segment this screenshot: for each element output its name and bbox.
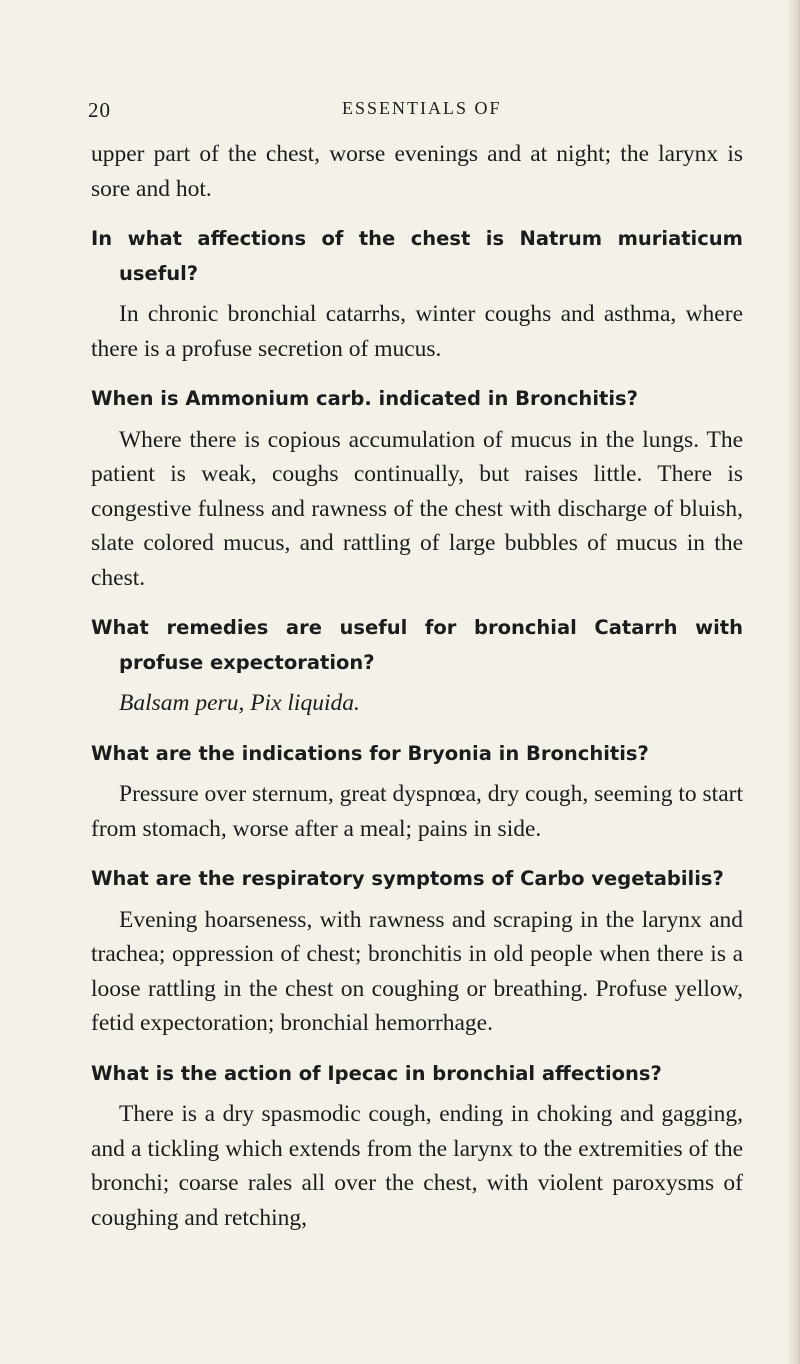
page-number: 20 <box>88 98 111 122</box>
page-body <box>91 137 743 1243</box>
question-carbo-vegetabilis: What are the respiratory symptoms of Carbo vegetabilis? <box>91 867 724 890</box>
question-bronchial-catarrh: What remedies are useful for bronchial Catarrh with profuse expectoration? <box>91 616 743 674</box>
question-ammonium-carb: When is Ammonium carb. indicated in Bronchitis? <box>91 387 638 410</box>
answer-bronchial-catarrh: Balsam peru, Pix liquida. <box>119 690 360 716</box>
answer-natrum-muriaticum: In chronic bronchial catarrhs, winter coughs and asthma, where there is a profuse secretion of mucus. <box>91 301 743 362</box>
page-header <box>88 98 708 128</box>
question-ipecac: What is the action of Ipecac in bronchial affections? <box>91 1061 662 1085</box>
continued-paragraph: upper part of the chest, worse evenings and at night; the larynx is sore and hot. <box>91 141 743 202</box>
answer-carbo-vegetabilis: Evening hoarseness, with rawness and scraping in the larynx and trachea; oppression of chest; bronchitis in old people when there is a loose rattling in the chest on coughing or breathing. Profuse yellow, fetid expectoration; bronchial hemorrhage. <box>91 906 743 1036</box>
answer-ipecac: There is a dry spasmodic cough, ending in choking and gagging, and a tickling which extends from the larynx to the extremities of the bronchi; coarse rales all over the chest, with violent paroxysms of coughing and retching, <box>91 1101 743 1231</box>
running-title: ESSENTIALS OF <box>342 98 502 118</box>
question-natrum-muriaticum: In what affections of the chest is Natrum muriaticum useful? <box>91 227 743 285</box>
answer-bryonia: Pressure over sternum, great dyspnœa, dry cough, seeming to start from stomach, worse after a meal; pains in side. <box>91 781 743 842</box>
question-bryonia: What are the indications for Bryonia in Bronchitis? <box>91 741 649 765</box>
answer-ammonium-carb: Where there is copious accumulation of mucus in the lungs. The patient is weak, coughs continually, but raises little. There is congestive fulness and rawness of the chest with discharge of bluish, slate colored mucus, and rattling of large bubbles of mucus in the chest. <box>91 426 743 591</box>
page-edge <box>786 0 800 1364</box>
